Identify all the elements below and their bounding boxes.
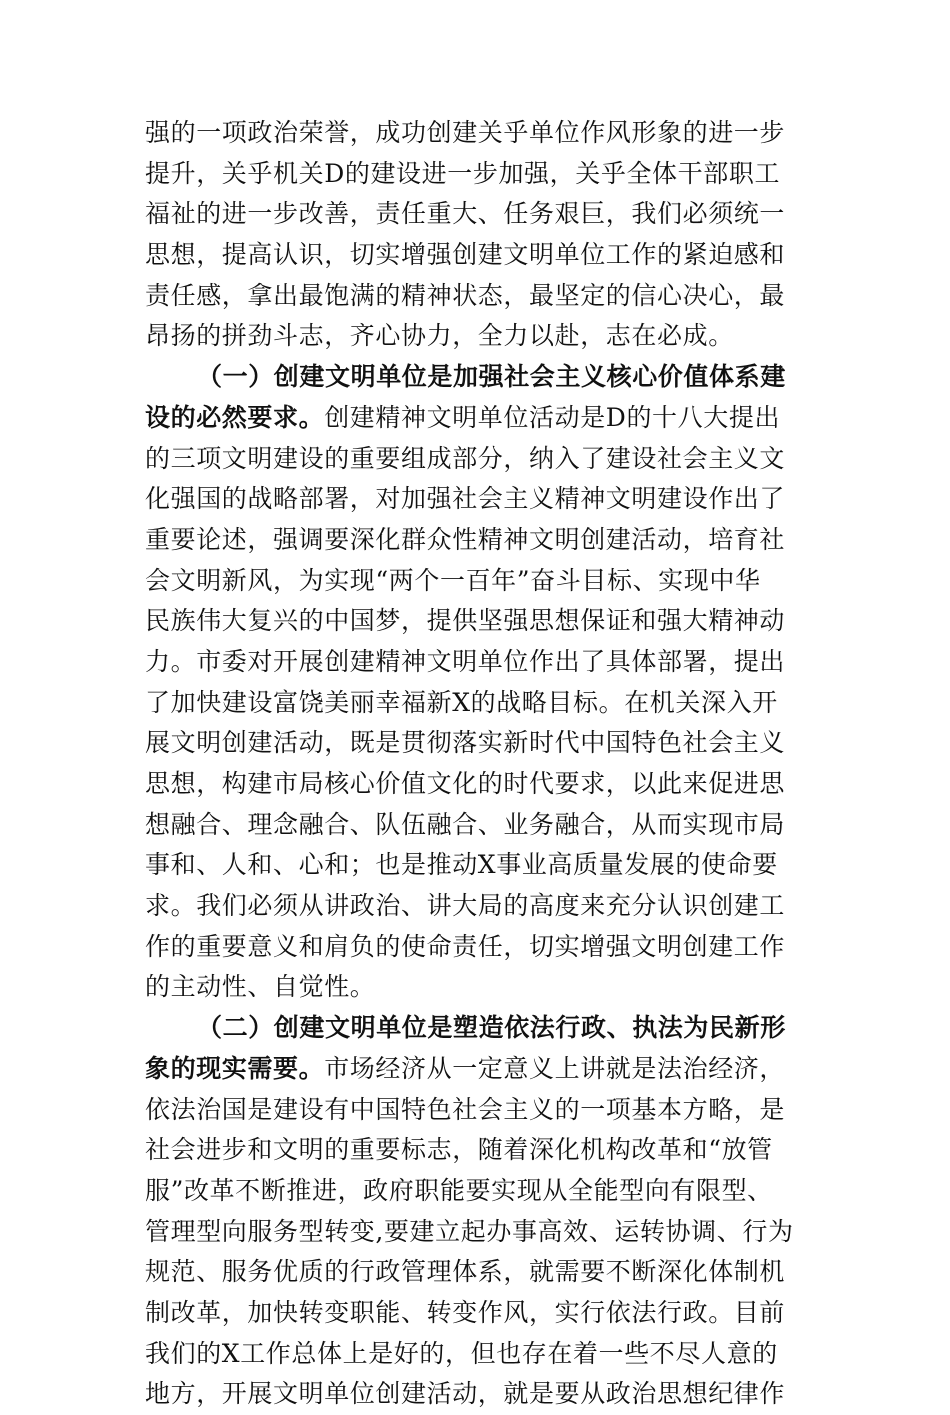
paragraph-2-line: 求。我们必须从讲政治、讲大局的高度来充分认识创建工 — [145, 891, 786, 921]
paragraph-3-line: 管理型向服务型转变,要建立起办事高效、运转协调、行为 — [145, 1216, 794, 1246]
paragraph-3-line: 我们的X工作总体上是好的，但也存在着一些不尽人意的 — [145, 1338, 778, 1368]
section-1-heading: （一）创建文明单位是加强社会主义核心价值体系建 — [197, 362, 786, 392]
paragraph-3-line: 规范、服务优质的行政管理体系，就需要不断深化体制机 — [145, 1257, 786, 1287]
section-1-heading-end: 设的必然要求。 — [145, 402, 325, 432]
paragraph-3-line: 依法治国是建设有中国特色社会主义的一项基本方略，是 — [145, 1094, 786, 1124]
section-1-heading-line-2 — [145, 398, 815, 439]
paragraph-3-line: 服”改革不断推进，政府职能要实现从全能型向有限型、 — [145, 1175, 773, 1205]
section-2-heading-end: 象的现实需要。 — [145, 1053, 325, 1083]
paragraph-2-line: 事和、人和、心和；也是推动X事业高质量发展的使命要 — [145, 850, 778, 880]
body-text — [145, 113, 815, 1415]
paragraph-2-line: 化强国的战略部署，对加强社会主义精神文明建设作出了 — [145, 484, 786, 514]
paragraph-2-line: 的三项文明建设的重要组成部分，纳入了建设社会主义文 — [145, 443, 786, 473]
paragraph-1-line: 提升，关乎机关D的建设进一步加强，关乎全体干部职工 — [145, 158, 781, 188]
paragraph-3-line: 社会进步和文明的重要标志，随着深化机构改革和“放管 — [145, 1135, 773, 1165]
paragraph-2-line: 会文明新风，为实现“两个一百年”奋斗目标、实现中华 — [145, 565, 761, 595]
paragraph-2-line: 思想，构建市局核心价值文化的时代要求，以此来促进思 — [145, 769, 786, 798]
paragraph-2-line: 想融合、理念融合、队伍融合、业务融合，从而实现市局 — [145, 809, 786, 839]
paragraph-3-line: 制改革，加快转变职能、转变作风，实行依法行政。目前 — [145, 1297, 786, 1327]
paragraph-2-line: 民族伟大复兴的中国梦，提供坚强思想保证和强大精神动 — [145, 606, 786, 636]
paragraph-2-line: 力。市委对开展创建精神文明单位作出了具体部署，提出 — [145, 646, 786, 676]
paragraph-2-line: 作的重要意义和肩负的使命责任，切实增强文明创建工作 — [145, 931, 786, 961]
paragraph-1-line: 福祉的进一步改善，责任重大、任务艰巨，我们必须统一 — [145, 199, 786, 229]
section-2-heading: （二）创建文明单位是塑造依法行政、执法为民新形 — [197, 1013, 786, 1043]
paragraph-2-line: 创建精神文明单位活动是D的十八大提出 — [324, 402, 781, 432]
paragraph-1-line: 责任感，拿出最饱满的精神状态，最坚定的信心决心，最 — [145, 280, 786, 310]
paragraph-1-line: 昂扬的拼劲斗志，齐心协力，全力以赴，志在必成。 — [145, 321, 734, 351]
paragraph-2-line: 展文明创建活动，既是贯彻落实新时代中国特色社会主义 — [145, 728, 786, 758]
section-2-heading-line-2 — [145, 1049, 815, 1090]
paragraph-2-line: 了加快建设富饶美丽幸福新X的战略目标。在机关深入开 — [145, 687, 778, 717]
paragraph-3-line: 地方，开展文明单位创建活动，就是要从政治思想纪律作 — [145, 1379, 786, 1409]
paragraph-1-line: 思想，提高认识，切实增强创建文明单位工作的紧迫感和 — [145, 240, 786, 270]
paragraph-1-line: 强的一项政治荣誉，成功创建关乎单位作风形象的进一步 — [145, 118, 786, 147]
paragraph-3-line: 市场经济从一定意义上讲就是法治经济， — [324, 1053, 786, 1083]
paragraph-2-line: 重要论述，强调要深化群众性精神文明创建活动，培育社 — [145, 524, 786, 554]
paragraph-2-line: 的主动性、自觉性。 — [145, 972, 376, 1002]
